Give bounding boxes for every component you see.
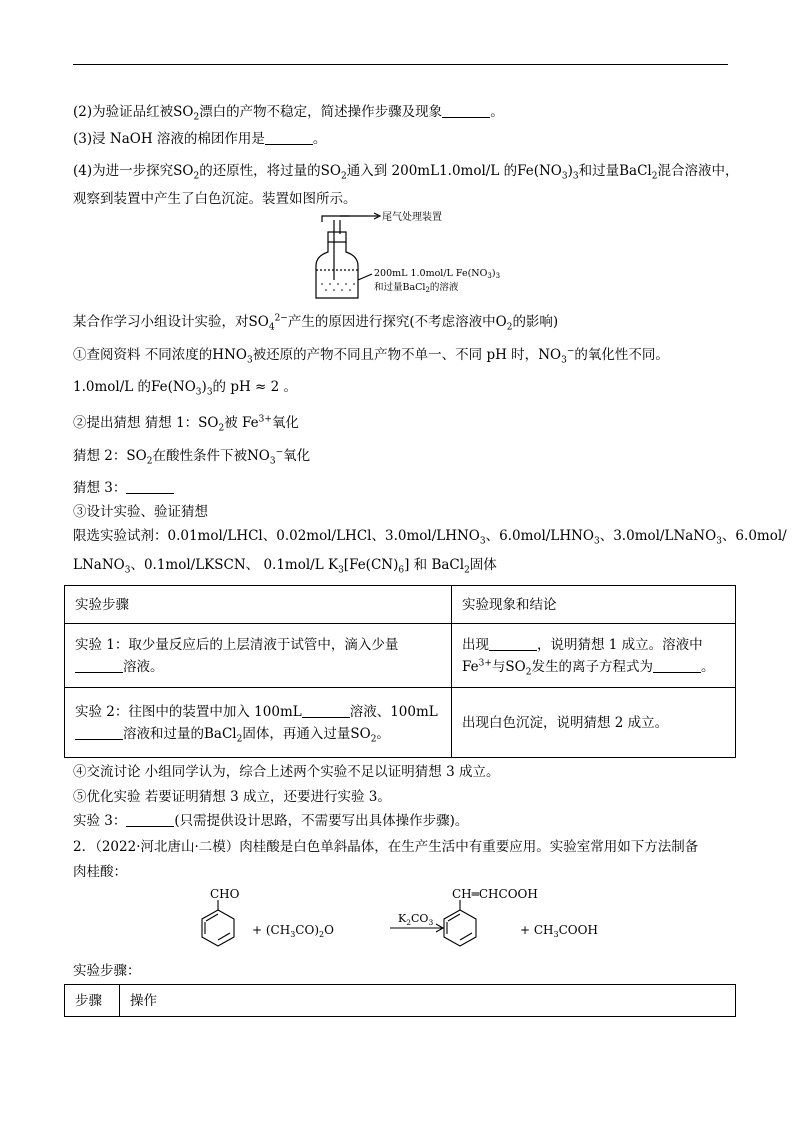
table-header-steps: 实验步骤: [65, 586, 452, 624]
reaction-scheme: [190, 888, 610, 958]
step1-research: ①查阅资料 不同浓度的$HNO_3$被还原的产物不同且产物不单一、不同 pH 时，$NO_3^-$的氧化性不同。: [73, 346, 669, 366]
exp1-steps: 实验 1：取少量反应后的上层清液于试管中，滴入少量 溶液。: [65, 624, 452, 688]
svg-text:CHO: CHO: [210, 888, 240, 901]
answer-blank[interactable]: [653, 658, 701, 673]
exp1-results: 出现 ，说明猜想 1 成立。溶液中 $Fe^{3+}$与$SO_2$发生的离子方程式为 。: [452, 624, 736, 688]
answer-blank[interactable]: [126, 812, 174, 827]
svg-text:+ (CH3CO)2O: + $(CH_3CO)_2O$: [252, 923, 334, 939]
benzene-ring-icon: [202, 910, 234, 946]
experiment-table: [64, 585, 736, 758]
question2-intro-cont: 肉桂酸：: [73, 864, 127, 880]
procedure-header-op: 操作: [120, 985, 736, 1017]
reagents-line2: LNaNO$_3$、0.1mol/LKSCN、 0.1mol/L $K_3[Fe(CN)_6]$ 和 BaCl$_2$固体: [73, 557, 497, 576]
guess2: 猜想 2：$SO_2$在酸性条件下被$NO_3^-$氧化: [73, 447, 311, 467]
question2-intro: 2．（2022·河北唐山·二模）肉桂酸是白色单斜晶体，在生产生活中有重要应用。实验室常用如下方法制备: [73, 839, 699, 855]
q1-part4: (4)为进一步探究$SO_2$的还原性，将过量的$SO_2$通入到 200mL1.0mol/L 的$Fe(NO_3)_3$和过量BaCl$_2$混合溶液中，: [73, 163, 739, 182]
step1-ph: 1.0mol/L 的$Fe(NO_3)_3$的 pH ≈ 2 。: [73, 379, 298, 398]
answer-blank[interactable]: [75, 725, 123, 740]
table-row: [65, 624, 736, 688]
answer-blank[interactable]: [302, 703, 350, 718]
experiment3: 实验 3： (只需提供设计思路，不需要写出具体操作步骤)。: [73, 813, 469, 829]
q1-part4-cont: 观察到装置中产生了白色沉淀。装置如图所示。: [73, 191, 357, 207]
guess1: ②提出猜想 猜想 1：$SO_2$被 $Fe^{3+}$氧化: [73, 414, 299, 434]
answer-blank[interactable]: [442, 103, 490, 118]
solution-label-1: 200mL 1.0mol/L $Fe(NO_3)_3$: [374, 268, 501, 280]
step4-discuss: ④交流讨论 小组同学认为，综合上述两个实验不足以证明猜想 3 成立。: [73, 764, 500, 780]
svg-text:CH═CHCOOH: CH═CHCOOH: [452, 888, 538, 901]
answer-blank[interactable]: [265, 130, 313, 145]
benzene-ring-icon: [444, 910, 476, 946]
inlet-tube: [322, 216, 350, 222]
tail-gas-label: 尾气处理装置: [382, 212, 442, 223]
q1-part3: (3)浸 NaOH 溶液的棉团作用是 。: [73, 131, 327, 147]
exp2-results: 出现白色沉淀，说明猜想 2 成立。: [452, 688, 736, 758]
steps-label: 实验步骤：: [73, 963, 141, 979]
step3-design: ③设计实验、验证猜想: [73, 504, 208, 520]
table-header-results: 实验现象和结论: [452, 586, 736, 624]
svg-text:+ CH3COOH: + $CH_3COOH$: [520, 923, 598, 939]
solution-label-2: 和过量BaCl$_2$的溶液: [374, 282, 459, 294]
q1-part2: (2)为验证品红被$SO_2$漂白的产物不稳定，简述操作步骤及现象 。: [73, 104, 504, 123]
guess3: 猜想 3：: [73, 479, 174, 497]
exp2-steps: 实验 2：往图中的装置中加入 100mL 溶液、100mL 溶液和过量的BaCl$_2$固体，再通入过量$SO_2$。: [65, 688, 452, 758]
step5-optimize: ⑤优化实验 若要证明猜想 3 成立，还要进行实验 3。: [73, 789, 391, 805]
svg-text:K2CO3: $K_2CO_3$: [398, 912, 434, 927]
procedure-table: [64, 984, 736, 1017]
answer-blank[interactable]: [126, 479, 174, 494]
procedure-header-step: 步骤: [65, 985, 120, 1017]
answer-blank[interactable]: [489, 636, 537, 651]
gas-wash-bottle-diagram: [300, 210, 540, 305]
answer-blank[interactable]: [75, 658, 123, 673]
explore-intro: 某合作学习小组设计实验，对$SO_4^{2-}$产生的原因进行探究(不考虑溶液中$O_2$的影响): [73, 313, 559, 333]
table-row: [65, 688, 736, 758]
reagents-line1: 限选实验试剂：0.01mol/LHCl、0.02mol/LHCl、$3.0mol/LHNO_3$、$6.0mol/LHNO_3$、3.0mol/LNaNO$_3$、6.0mol/: [73, 528, 787, 547]
header-rule: [73, 64, 728, 65]
